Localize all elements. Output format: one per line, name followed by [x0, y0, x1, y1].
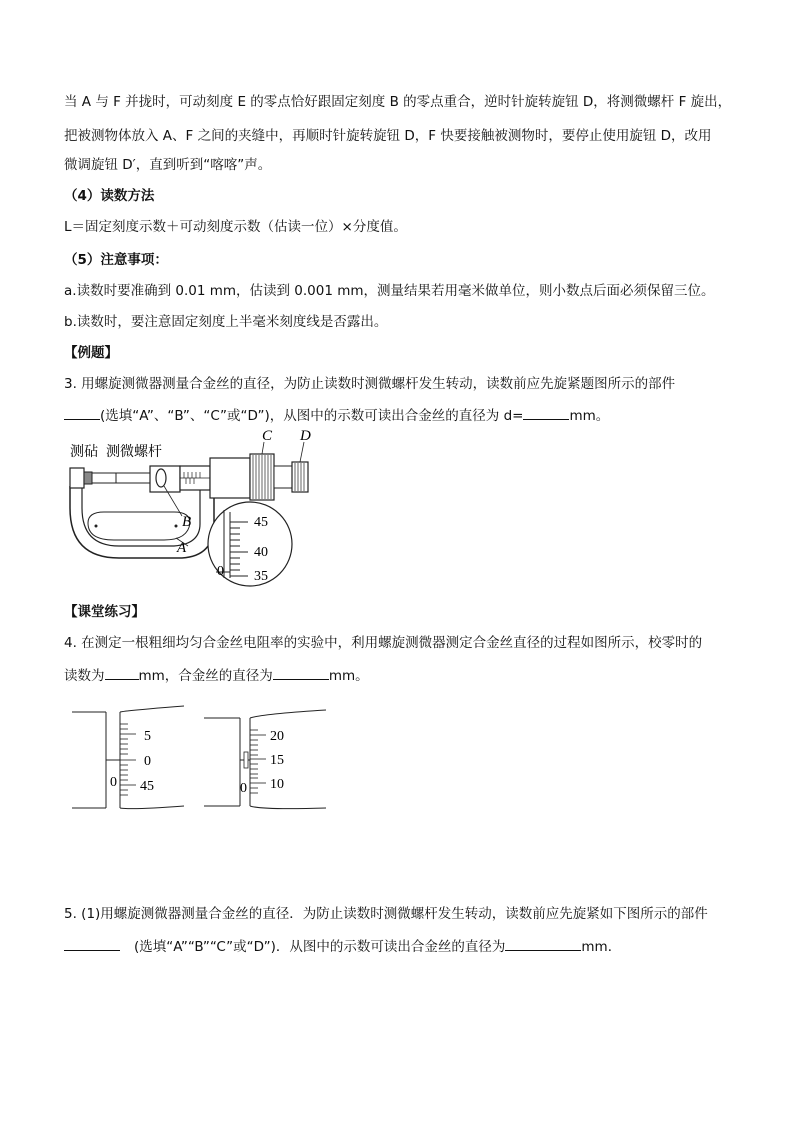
q4-blank-zero[interactable]	[105, 665, 139, 680]
diameter-reading-figure	[200, 702, 330, 812]
q3-line-1: 3. 用螺旋测微器测量合金丝的直径，为防止读数时测微螺杆发生转动，读数前应先旋紧题图所示的部件	[64, 376, 676, 392]
scale-40: 40	[254, 545, 268, 560]
q4-blank-diameter[interactable]	[273, 665, 329, 680]
right-scale-15: 15	[270, 753, 284, 768]
q3-line-2-a: (选填“A”、“B”、“C”或“D”)，从图中的示数可读出合金丝的直径为 d=	[100, 408, 524, 424]
micrometer-figure	[64, 428, 324, 588]
note-a: a.读数时要准确到 0.01 mm，估读到 0.001 mm，测量结果若用毫米做单位，则小数点后面必须保留三位。	[64, 283, 715, 299]
left-scale-0-left: 0	[110, 775, 117, 790]
q5-line-2	[64, 936, 621, 957]
label-spindle: 测微螺杆	[106, 444, 162, 460]
q5-line-2-a: (选填“A”“B”“C”或“D”)．从图中的示数可读出合金丝的直径为	[134, 939, 506, 955]
q4-line-2-a: 读数为	[64, 668, 105, 684]
reading-heading: （4）读数方法	[64, 188, 155, 204]
example-heading: 【例题】	[64, 345, 118, 361]
q4-line-2	[64, 665, 369, 686]
zero-reading-figure	[68, 702, 188, 812]
q3-line-2	[64, 405, 609, 426]
label-A: A	[177, 540, 187, 556]
q4-line-1: 4. 在测定一根粗细均匀合金丝电阻率的实验中，利用螺旋测微器测定合金丝直径的过程如图所示，校零时的	[64, 635, 703, 651]
left-scale-0-right: 0	[144, 754, 151, 769]
intro-line-2: 把被测物体放入 A、F 之间的夹缝中，再顺时针旋转旋钮 D，F 快要接触被测物时，要停止使用旋钮 D，改用	[64, 128, 712, 144]
reading-formula: L＝固定刻度示数＋可动刻度示数（估读一位）×分度值。	[64, 219, 407, 235]
right-scale-10: 10	[270, 777, 284, 792]
label-B: B	[182, 514, 192, 530]
scale-45: 45	[254, 515, 268, 530]
right-scale-0-left: 0	[240, 781, 247, 796]
label-anvil: 测砧	[70, 444, 98, 460]
scale-35: 35	[254, 569, 268, 584]
notes-heading: （5）注意事项：	[64, 252, 168, 268]
intro-line-3: 微调旋钮 D′，直到听到“喀喀”声。	[64, 157, 272, 173]
left-scale-5: 5	[144, 729, 151, 744]
note-b: b.读数时，要注意固定刻度上半毫米刻度线是否露出。	[64, 314, 388, 330]
label-C: C	[262, 428, 273, 444]
q3-blank-diameter[interactable]	[523, 405, 569, 420]
left-scale-45: 45	[140, 779, 154, 794]
q4-line-2-b: mm，合金丝的直径为	[138, 668, 273, 684]
q5-blank-part[interactable]	[64, 936, 120, 951]
practice-heading: 【课堂练习】	[64, 604, 145, 620]
q5-line-1: 5. (1)用螺旋测微器测量合金丝的直径．为防止读数时测微螺杆发生转动，读数前应先旋紧如下图所示的部件	[64, 906, 708, 922]
label-D: D	[300, 428, 311, 444]
q5-blank-diameter[interactable]	[505, 936, 581, 951]
q5-line-2-b: mm．	[581, 939, 622, 955]
q3-blank-part[interactable]	[64, 405, 100, 420]
intro-line-1: 当 A 与 F 并拢时，可动刻度 E 的零点恰好跟固定刻度 B 的零点重合，逆时针旋转旋钮 D，将测微螺杆 F 旋出，	[64, 94, 732, 110]
q4-line-2-c: mm。	[328, 668, 369, 684]
right-scale-20: 20	[270, 729, 284, 744]
scale-0: 0	[217, 564, 224, 579]
q3-line-2-b: mm。	[569, 408, 610, 424]
